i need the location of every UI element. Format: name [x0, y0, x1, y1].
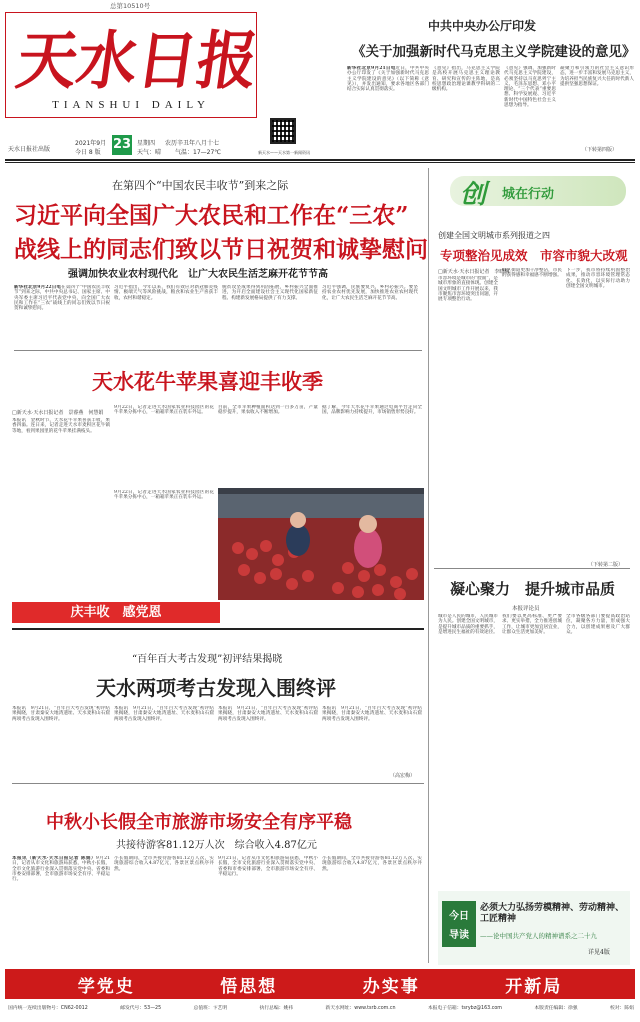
top-story-page-ref: （下转第四版） [582, 147, 618, 153]
lead-dateline: 新华社北京9月22日电 [14, 285, 62, 290]
lead-text: 脱贫攻坚成果得到巩固拓展，乡村振兴全面推进，为开启全面建设社会主义现代化国家新征程、构建新发展格局提供了有力支撑。 [222, 285, 318, 301]
sidebar-page-ref: （下转第二版） [588, 562, 624, 568]
sidebar-text: 市容环境是城市的“脸面”，是城市形象的直接体现。创建全国文明城市工作开展以来，我市聚焦市容环境突出问题，开展专项整治行动。 [438, 276, 498, 303]
feature-subhead: ——论中国共产党人的精神谱系之二十九 [480, 932, 597, 940]
day-number: 23 [112, 135, 132, 155]
sidebar-text: 下一步，我市将持续巩固整治成果，推动市容环境管理常态化、长效化，以实际行动助力创建全国文明城市。 [566, 268, 630, 289]
weekday: 星期四 [137, 140, 156, 147]
feature-headline: 必须大力弘扬劳模精神、劳动精神、工匠精神 [480, 903, 625, 924]
archaeology-text: 本报讯 9月21日，“百年百大考古发现”初评结果揭晓，甘肃秦安大地湾遗址、天水麦积山石窟两项考古发现入围终评。 [12, 706, 110, 722]
credit-item: 校对：陈娟 [609, 1006, 634, 1011]
top-story-text: 近日，中共中央办公厅印发了《关于加强新时代马克思主义学院建设的意见》（以下简称《意见》），并发出通知，要求各地区各部门结合实际认真贯彻落实。 [347, 66, 429, 93]
tourism-text: 小长假期间，全市共接待游客81.12万人次，实现旅游综合收入4.87亿元，各景区景点秩序井然。 [322, 856, 422, 872]
top-story-dateline: 新华社北京9月21日电 [347, 66, 396, 71]
apple-text: 目前，全市苹果种植面积达到一百多万亩，产量稳步提升，果农收入不断增加。 [218, 405, 318, 416]
tourism-text: 小长假期间，全市共接待游客81.12万人次，实现旅游综合收入4.87亿元，各景区景点秩序井然。 [114, 856, 214, 872]
editorial-headline: 凝心聚力 提升城市品质 [450, 580, 616, 598]
masthead-char: 天 [12, 24, 83, 99]
footer-slogan: 学党史 [77, 976, 135, 997]
footer-slogan: 办实事 [362, 976, 420, 997]
lead-text: 习近平指出，今年以来，我们有效应对新冠肺炎疫情、极端天气等风险挑战，粮食和农业生产喜获丰收，农村和谐稳定。 [114, 285, 218, 301]
archaeology-headline: 天水两项考古发现入围终评 [96, 676, 336, 700]
qr-code [270, 118, 296, 144]
lunar-date: 农历辛丑年八月十七 [165, 140, 220, 147]
top-story-kicker: 中共中央办公厅印发 [428, 19, 537, 33]
apple-banner-text: 庆丰收 感党恩 [70, 605, 162, 620]
publisher: 天水日报社出版 [8, 146, 51, 153]
top-story-text: 《意见》强调，加强新时代马克思主义学院建设，必须坚持以马克思列宁主义、毛泽东思想、邓小平理论、“三个代表”重要思想、科学发展观、习近平新时代中国特色社会主义思想为指导。 [504, 66, 556, 109]
masthead-char: 报 [192, 24, 263, 99]
lead-text: 习近平强调，民族要复兴，乡村必振兴。要坚持农业农村优先发展，加快推进农业农村现代化，让广大农民生活芝麻开花节节高。 [322, 285, 418, 301]
qr-caption: 新天水——天水第一新闻资讯 [258, 150, 310, 155]
apple-harvest-photo [218, 488, 424, 600]
credit-item: 执行总编：姚祎 [259, 1006, 294, 1011]
masthead-char: 水 [72, 24, 143, 99]
feature-tag-line: 导读 [449, 930, 469, 941]
creating-city-banner [450, 176, 626, 210]
apple-text: 9月22日，记者走进天水国家农业科技园区的花牛苹果分拣中心，一箱箱苹果正在装车外运。 [114, 490, 214, 501]
apple-banner [12, 602, 220, 623]
apple-text: 本报讯 金秋时节，天水花牛苹果喜获丰收，果香四溢。连日来，记者走进天水市麦积区花牛镇等地，看到果园里的花牛苹果挂满枝头。 [12, 418, 110, 434]
editorial-text: 城市是人民的城市，人民城市为人民。创建全国文明城市，是提升城市品质的重要抓手，是增进民生福祉的有效途径。 [438, 614, 498, 635]
editorial-byline: 本报评论员 [512, 606, 540, 612]
apple-byline: □新天水·天水日报记者 景睿燕 何慧娟 [12, 410, 104, 416]
lead-headline-1: 习近平向全国广大农民和工作在“三农” [14, 202, 409, 229]
credit-item: 邮发代号：53—25 [120, 1006, 162, 1011]
tourism-headline: 中秋小长假全市旅游市场安全有序平稳 [46, 812, 352, 833]
page-count: 今日 8 版 [75, 149, 101, 156]
weather: 天气：晴 [137, 149, 162, 156]
lead-subhead: 强调加快农业农村现代化 让广大农民生活芝麻开花节节高 [68, 269, 328, 280]
feature-tag [442, 901, 476, 947]
sidebar-text: 城区街道更加干净整洁，市民的获得感和幸福感不断增强。 [502, 268, 562, 279]
apple-text: 据了解，今年天水花牛苹果通过电商平台走向全国，品牌影响力持续提升，市场销售形势良好。 [322, 405, 422, 416]
footer-banner [5, 969, 635, 999]
lead-text: 新华社北京9月22日电在第四个“中国农民丰收节”到来之际，中共中央总书记、国家主席、中央军委主席习近平代表党中央，向全国广大农民和工作在“三农”战线上的同志们致以节日祝贺和诚挚慰问。 [14, 285, 110, 312]
masthead-char: 日 [132, 24, 203, 99]
temperature: 气温：17—27℃ [175, 149, 222, 156]
tourism-text: 本报讯（新天水·天水日报记者 陈娟）9月21日，记者从市文化和旅游局获悉，中秋小长假，全市文化旅游行业深入贯彻落实党中央、省委和市委安排部署，全市旅游市场安全有序、平稳运行。 [12, 856, 110, 883]
tourism-text: 9月21日，记者从市文化和旅游局获悉，中秋小长假，全市文化旅游行业深入贯彻落实党中央、省委和市委安排部署，全市旅游市场安全有序、平稳运行。 [218, 856, 318, 877]
banner-big-char: 创 [460, 180, 487, 210]
credit-item: 总值班：卞艺明 [193, 1006, 228, 1011]
sidebar-byline: □新天水·天水日报记者 李晓桐 [438, 269, 510, 275]
editorial-text: 我们要以更高标准、更严要求、更实举措，全力推进创城工作，让城市更加宜居宜业，让群众生活更加美好。 [502, 614, 562, 635]
footer-slogan: 开新局 [505, 976, 563, 997]
apple-text: 9月22日，记者走进天水国家农业科技园区的花牛苹果分拣中心，一箱箱苹果正在装车外运。 [114, 405, 214, 416]
issue-number: 总第10510号 [110, 2, 151, 10]
archaeology-text: 本报讯 9月21日，“百年百大考古发现”初评结果揭晓，甘肃秦安大地湾遗址、天水麦积山石窟两项考古发现入围终评。 [114, 706, 214, 722]
banner-text: 城在行动 [502, 187, 555, 202]
top-story-text: 凝聚力和引领力的社会主义意识形态，进一步丰富和发展马克思主义，为培养担当民族复兴大任的时代新人提供坚强思想保证。 [560, 66, 634, 87]
lead-headline-2: 战线上的同志们致以节日祝贺和诚挚慰问 [14, 236, 428, 263]
feature-tag-line: 今日 [449, 911, 469, 922]
archaeology-text: 本报讯 9月21日，“百年百大考古发现”初评结果揭晓，甘肃秦安大地湾遗址、天水麦积山石窟两项考古发现入围终评。 [218, 706, 318, 722]
tourism-subhead: 共接待游客81.12万人次 综合收入4.87亿元 [116, 840, 317, 851]
archaeology-text: 本报讯 9月21日，“百年百大考古发现”初评结果揭晓，甘肃秦安大地湾遗址、天水麦积山石窟两项考古发现入围终评。 [322, 706, 422, 722]
top-story-headline: 《关于加强新时代马克思主义学院建设的意见》 [352, 44, 636, 60]
sidebar-headline: 专项整治见成效 市容市貌大改观 [440, 248, 628, 263]
footer-slogan: 悟思想 [220, 976, 278, 997]
editorial-text: 全市各级各部门要提高政治站位，凝聚各方力量，形成强大合力，以创建成果惠及广大群众。 [566, 614, 630, 635]
credit-item: 本版责任编辑：徐强 [534, 1006, 578, 1011]
date-line: 2021年9月 [75, 140, 107, 147]
top-story-text: 《意见》指出，马克思主义学院是高校开展马克思主义理论教育、研究和宣传的主阵地，是高校思想政治理论课教学科研的二级机构。 [432, 66, 500, 93]
credit-item: 新天水网址：www.tsrb.com.cn [325, 1006, 396, 1011]
apple-headline: 天水花牛苹果喜迎丰收季 [92, 369, 323, 394]
tourism-byline: 本报讯（新天水·天水日报记者 陈娟） [12, 856, 96, 861]
footer-credits [8, 1004, 634, 1011]
masthead-logo [5, 12, 263, 118]
credit-item: 国内统一连续出版物号：CN62-0012 [8, 1006, 88, 1011]
top-story-column [347, 66, 429, 144]
feature-box [438, 891, 630, 965]
masthead-pinyin: TIANSHUI DAILY [52, 99, 210, 111]
feature-ref: 详见4版 [588, 949, 610, 956]
archaeology-ref: （高宏梅） [390, 773, 416, 779]
archaeology-kicker: “百年百大考古发现”初评结果揭晓 [132, 654, 283, 665]
sidebar-series: 创建全国文明城市系列报道之四 [438, 231, 550, 240]
lead-kicker: 在第四个“中国农民丰收节”到来之际 [112, 179, 289, 192]
credit-item: 本报电子信箱：tsrybz@163.com [427, 1006, 502, 1011]
